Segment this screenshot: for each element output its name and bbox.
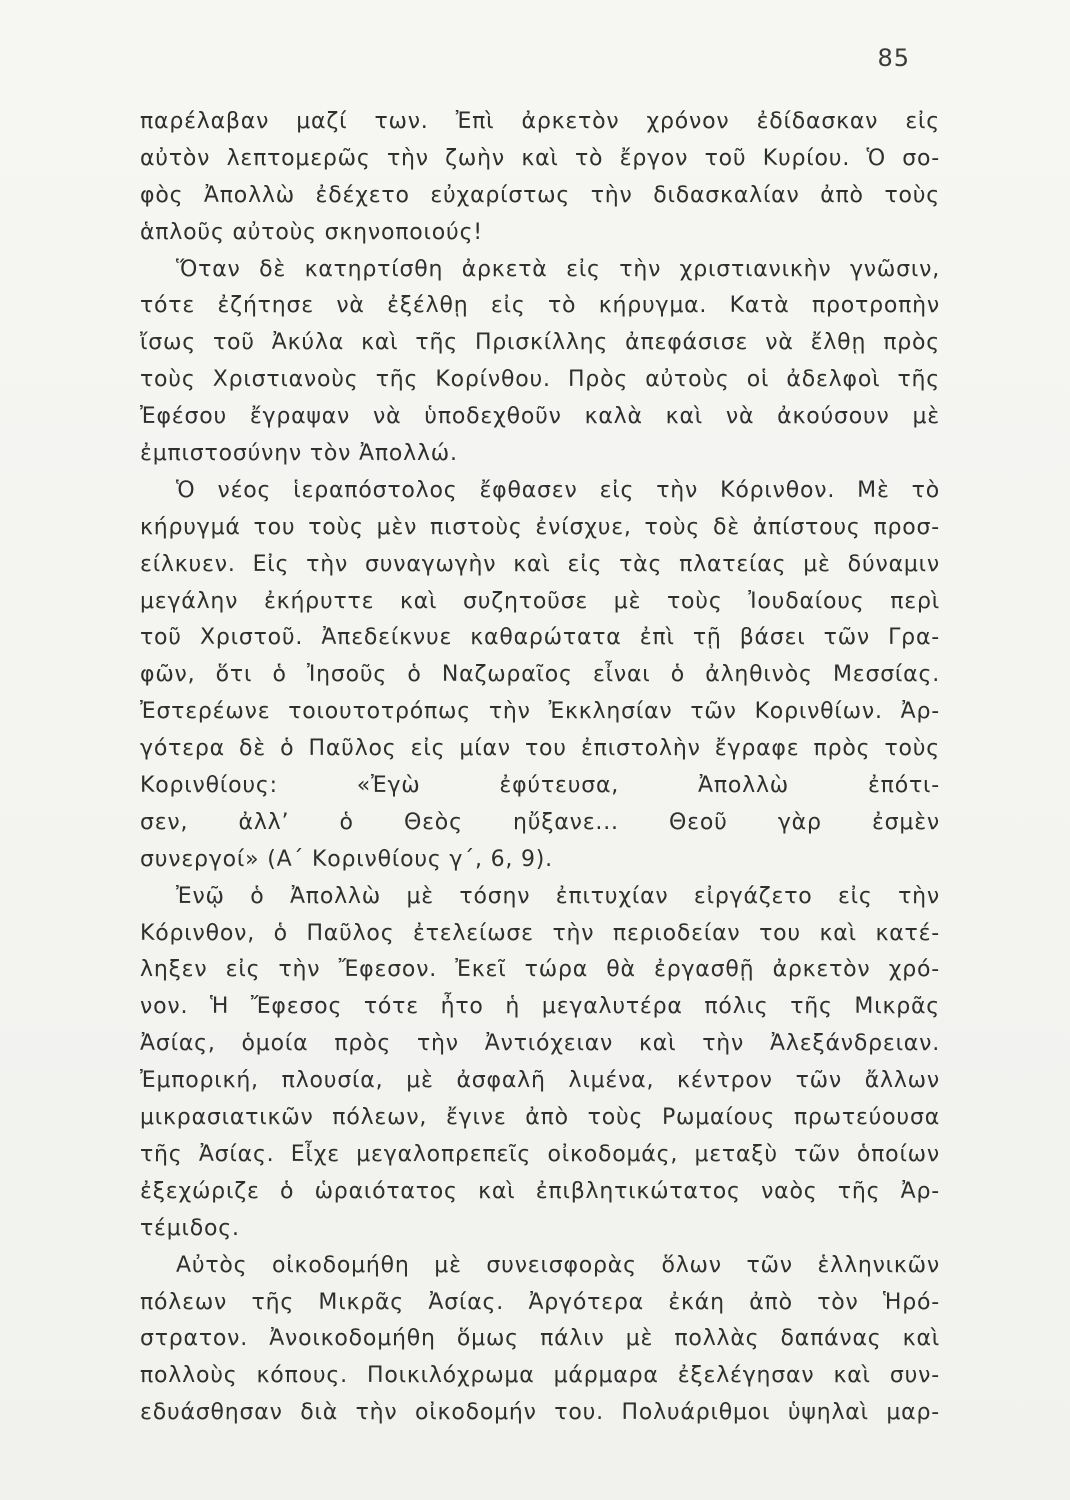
text-line: Ἐνῷ ὁ Ἀπολλὼ μὲ τόσην ἐπιτυχίαν εἰργάζετο εἰς τὴν (176, 883, 940, 909)
text-line: μικρασιατικῶν πόλεων, ἔγινε ἀπὸ τοὺς Ρωμαίους πρωτεύουσα (140, 1105, 940, 1131)
text-line: Ὅταν δὲ κατηρτίσθη ἀρκετὰ εἰς τὴν χριστιανικὴν γνῶσιν, (176, 256, 940, 282)
text-line: μεγάλην ἐκήρυττε καὶ συζητοῦσε μὲ τοὺς Ἰουδαίους περὶ (140, 588, 940, 614)
text-line: Ἀσίας, ὁμοία πρὸς τὴν Ἀντιόχειαν καὶ τὴν Ἀλεξάνδρειαν. (140, 1031, 940, 1057)
text-line: παρέλαβαν μαζί των. Ἐπὶ ἀρκετὸν χρόνον ἐδίδασκαν εἰς (140, 109, 940, 134)
text-line: σεν, ἀλλ’ ὁ Θεὸς ηὔξανε... Θεοῦ γὰρ ἐσμὲν (140, 809, 940, 835)
text-line: ληξεν εἰς τὴν Ἔφεσον. Ἐκεῖ τώρα θὰ ἐργασθῇ ἀρκετὸν χρό- (140, 957, 940, 983)
text-line: Κορινθίους: «Ἐγὼ ἐφύτευσα, Ἀπολλὼ ἐπότι- (140, 773, 940, 799)
page-number: 85 (877, 44, 910, 72)
text-line: Ὁ νέος ἱεραπόστολος ἔφθασεν εἰς τὴν Κόρινθον. Μὲ τὸ (176, 477, 940, 503)
text-line: αὐτὸν λεπτομερῶς τὴν ζωὴν καὶ τὸ ἔργον τοῦ Κυρίου. Ὁ σο- (140, 145, 940, 171)
text-line: τοὺς Χριστιανοὺς τῆς Κορίνθου. Πρὸς αὐτοὺς οἱ ἀδελφοὶ τῆς (140, 367, 940, 393)
text-line: τῆς Ἀσίας. Εἶχε μεγαλοπρεπεῖς οἰκοδομάς, μεταξὺ τῶν ὁποίων (140, 1141, 940, 1167)
text-line: φῶν, ὅτι ὁ Ἰησοῦς ὁ Ναζωραῖος εἶναι ὁ ἀληθινὸς Μεσσίας. (140, 662, 940, 688)
text-line: ἐμπιστοσύνην τὸν Ἀπολλώ. (140, 441, 458, 467)
text-line: στρατον. Ἀνοικοδομήθη ὅμως πάλιν μὲ πολλὰς δαπάνας καὶ (140, 1326, 940, 1352)
text-line: Ἐστερέωνε τοιουτοτρόπως τὴν Ἐκκλησίαν τῶν Κορινθίων. Ἀρ- (140, 699, 940, 725)
text-line: πόλεων τῆς Μικρᾶς Ἀσίας. Ἀργότερα ἐκάη ἀπὸ τὸν Ἡρό- (140, 1289, 940, 1315)
text-line: ἐξεχώριζε ὁ ὡραιότατος καὶ ἐπιβλητικώτατος ναὸς τῆς Ἀρ- (140, 1178, 940, 1204)
text-line: Ἐμπορική, πλουσία, μὲ ἀσφαλῆ λιμένα, κέντρον τῶν ἄλλων (140, 1068, 940, 1094)
text-line: τότε ἐζήτησε νὰ ἐξέλθῃ εἰς τὸ κήρυγμα. Κατὰ προτροπὴν (140, 293, 940, 319)
body-text (140, 104, 940, 1432)
text-line: είλκυεν. Εἰς τὴν συναγωγὴν καὶ εἰς τὰς πλατείας μὲ δύναμιν (140, 551, 940, 577)
text-line: τέμιδος. (140, 1215, 240, 1241)
text-line: ἴσως τοῦ Ἀκύλα καὶ τῆς Πρισκίλλης ἀπεφάσισε νὰ ἔλθῃ πρὸς (140, 330, 940, 356)
text-line: Αὐτὸς οἰκοδομήθη μὲ συνεισφορὰς ὅλων τῶν ἑλληνικῶν (176, 1252, 940, 1278)
text-line: Κόρινθον, ὁ Παῦλος ἐτελείωσε τὴν περιοδείαν του καὶ κατέ- (140, 920, 940, 946)
text-line: νον. Ἡ Ἔφεσος τότε ἦτο ἡ μεγαλυτέρα πόλις τῆς Μικρᾶς (140, 994, 940, 1020)
text-line: κήρυγμά του τοὺς μὲν πιστοὺς ἐνίσχυε, τοὺς δὲ ἀπίστους προσ- (140, 514, 940, 540)
text-line: φὸς Ἀπολλὼ ἐδέχετο εὐχαρίστως τὴν διδασκαλίαν ἀπὸ τοὺς (140, 182, 940, 208)
text-line: ἁπλοῦς αὐτοὺς σκηνοποιούς! (140, 219, 483, 245)
text-line: πολλοὺς κόπους. Ποικιλόχρωμα μάρμαρα ἐξελέγησαν καὶ συν- (140, 1363, 940, 1389)
text-line: τοῦ Χριστοῦ. Ἀπεδείκνυε καθαρώτατα ἐπὶ τῇ βάσει τῶν Γρα- (140, 625, 940, 651)
text-line: εδυάσθησαν διὰ τὴν οἰκοδομήν του. Πολυάριθμοι ὑψηλαὶ μαρ- (140, 1400, 940, 1426)
text-line: Ἐφέσου ἔγραψαν νὰ ὑποδεχθοῦν καλὰ καὶ νὰ ἀκούσουν μὲ (140, 404, 940, 430)
text-line: συνεργοί» (Α΄ Κορινθίους γ΄, 6, 9). (140, 846, 553, 872)
text-line: γότερα δὲ ὁ Παῦλος εἰς μίαν του ἐπιστολὴν ἔγραφε πρὸς τοὺς (140, 736, 940, 762)
